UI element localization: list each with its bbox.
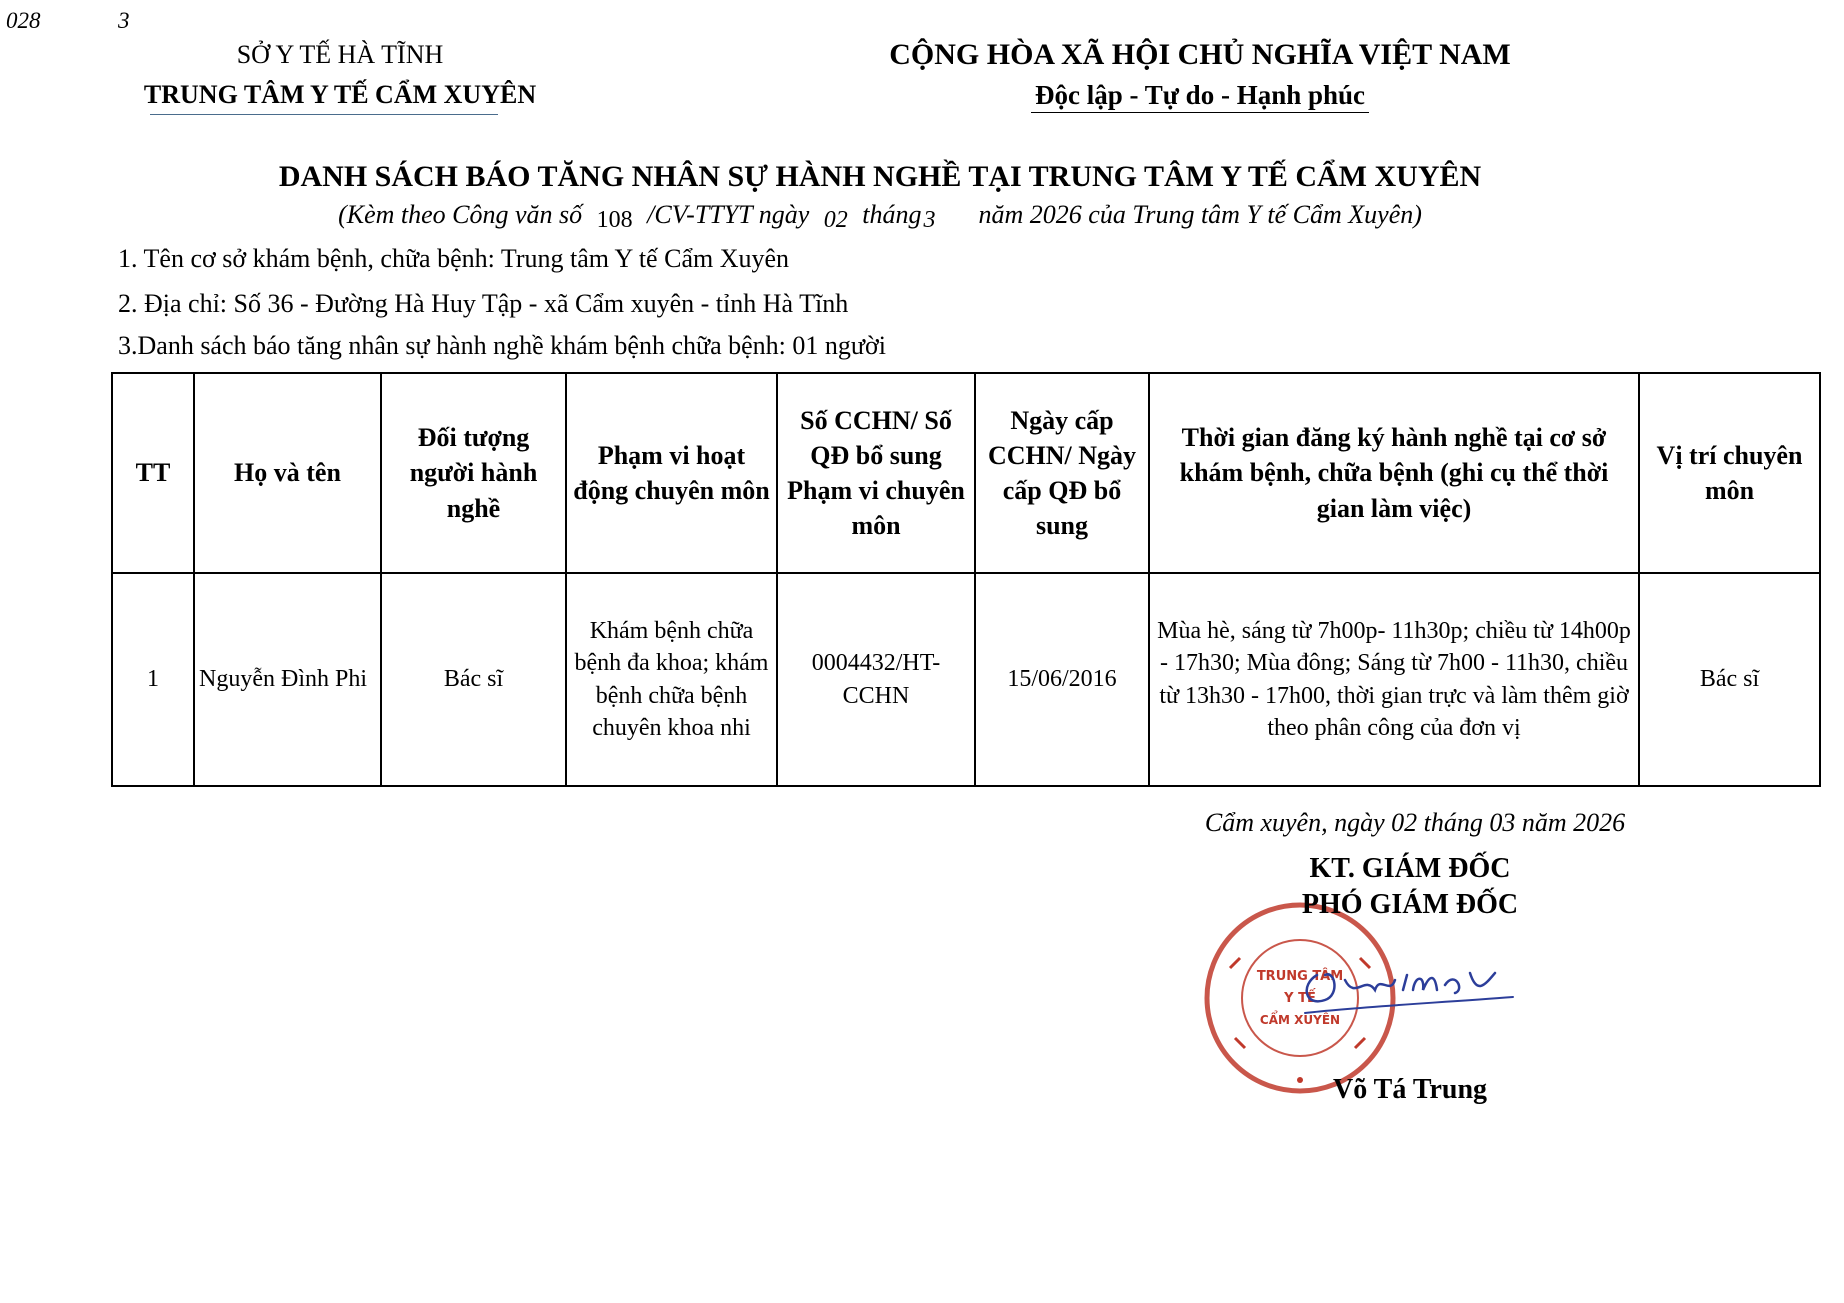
- subtitle-prefix: (Kèm theo Công văn số: [338, 200, 583, 229]
- svg-text:TRUNG TÂM: TRUNG TÂM: [1256, 969, 1344, 984]
- col-header-date: Ngày cấp CCHN/ Ngày cấp QĐ bổ sung: [975, 373, 1149, 573]
- place-date: Cẩm xuyên, ngày 02 tháng 03 năm 2026: [1204, 808, 1626, 837]
- org-underline: [150, 114, 498, 115]
- doc-month: 3: [923, 207, 936, 233]
- col-header-schedule: Thời gian đăng ký hành nghề tại cơ sở khám bệnh, chữa bệnh (ghi cụ thể thời gian làm việc): [1149, 373, 1639, 573]
- national-motto: Độc lập - Tự do - Hạnh phúc: [1031, 80, 1369, 113]
- table-header-row: [112, 373, 1820, 573]
- parent-org: SỞ Y TẾ HÀ TĨNH: [236, 40, 444, 69]
- col-header-role: Đối tượng người hành nghề: [381, 373, 566, 573]
- doc-number: 108: [596, 207, 633, 233]
- col-header-position: Vị trí chuyên môn: [1639, 373, 1820, 573]
- svg-text:Y TẾ: Y TẾ: [1284, 991, 1316, 1006]
- handwritten-signature: [1295, 945, 1515, 1025]
- cell-tt: 1: [112, 573, 194, 786]
- cell-position: Bác sĩ: [1639, 573, 1820, 786]
- signer-name: Võ Tá Trung: [1332, 1074, 1488, 1105]
- info-count: 3.Danh sách báo tăng nhân sự hành nghề khám bệnh chữa bệnh: 01 người: [118, 331, 886, 360]
- col-header-cert: Số CCHN/ Số QĐ bổ sung Phạm vi chuyên môn: [777, 373, 975, 573]
- org-name: TRUNG TÂM Y TẾ CẨM XUYÊN: [143, 80, 537, 109]
- cell-scope: Khám bệnh chữa bệnh đa khoa; khám bệnh chữa bệnh chuyên khoa nhi: [566, 573, 777, 786]
- col-header-tt: TT: [112, 373, 194, 573]
- doc-day: 02: [823, 207, 848, 233]
- signer-title: PHÓ GIÁM ĐỐC: [1301, 889, 1519, 920]
- cell-name: Nguyễn Đình Phi: [194, 573, 381, 786]
- svg-text:CẨM XUYÊN: CẨM XUYÊN: [1259, 1013, 1341, 1027]
- motto-wrapper: [840, 80, 1560, 113]
- cell-issue-date: 15/06/2016: [975, 573, 1149, 786]
- subtitle-mid2: tháng: [862, 200, 922, 229]
- info-address: 2. Địa chỉ: Số 36 - Đường Hà Huy Tập - xã Cẩm xuyên - tỉnh Hà Tĩnh: [118, 289, 849, 318]
- cell-cert-no: 0004432/HT-CCHN: [777, 573, 975, 786]
- document-subtitle: [150, 200, 1610, 233]
- page-mark-right: 3: [118, 8, 130, 33]
- col-header-name: Họ và tên: [194, 373, 381, 573]
- signer-authority: KT. GIÁM ĐỐC: [1309, 853, 1511, 884]
- subtitle-mid1: /CV-TTYT ngày: [647, 200, 810, 229]
- info-facility: 1. Tên cơ sở khám bệnh, chữa bệnh: Trung tâm Y tế Cẩm Xuyên: [118, 244, 790, 273]
- national-title: CỘNG HÒA XÃ HỘI CHỦ NGHĨA VIỆT NAM: [889, 38, 1511, 71]
- cell-role: Bác sĩ: [381, 573, 566, 786]
- col-header-scope: Phạm vi hoạt động chuyên môn: [566, 373, 777, 573]
- document-title: DANH SÁCH BÁO TĂNG NHÂN SỰ HÀNH NGHỀ TẠI TRUNG TÂM Y TẾ CẨM XUYÊN: [278, 160, 1482, 193]
- subtitle-suffix: năm 2026 của Trung tâm Y tế Cẩm Xuyên): [978, 200, 1422, 229]
- table-row: [112, 573, 1820, 786]
- personnel-table: [111, 372, 1821, 787]
- page-mark-left: 028: [6, 8, 41, 33]
- cell-schedule: Mùa hè, sáng từ 7h00p- 11h30p; chiều từ 14h00p - 17h30; Mùa đông; Sáng từ 7h00 - 11h30, chiều từ 13h30 - 17h00, thời gian trực và làm thêm giờ theo phân công của đơn vị: [1149, 573, 1639, 786]
